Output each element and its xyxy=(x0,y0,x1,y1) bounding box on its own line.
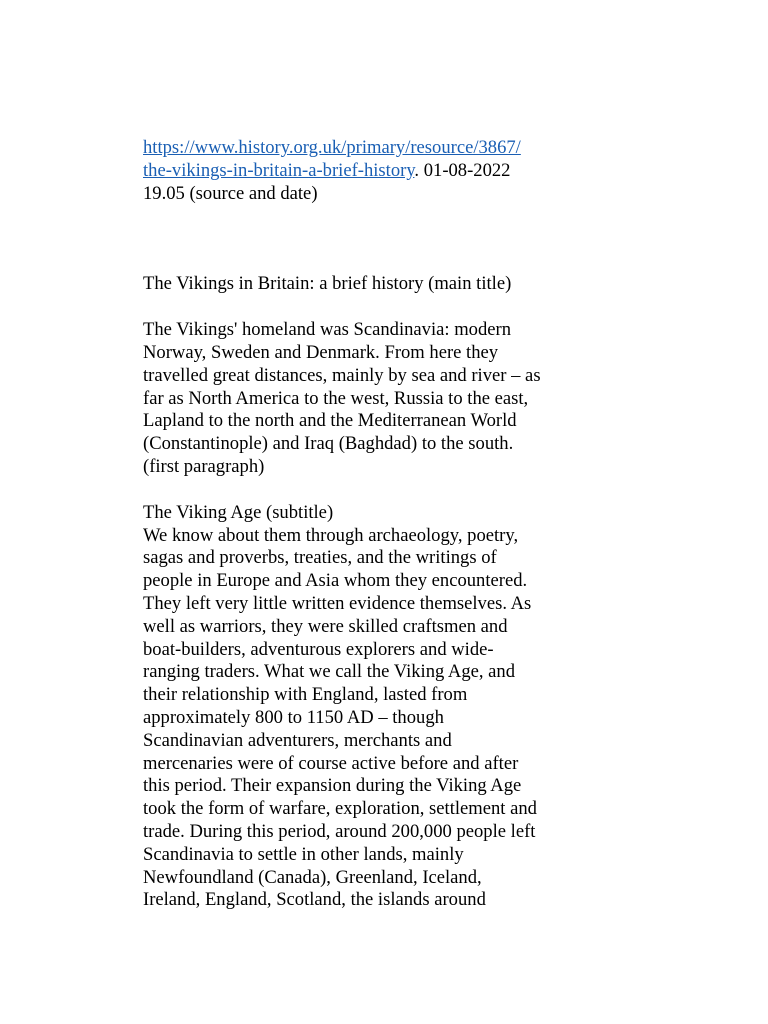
paragraph-line: trade. During this period, around 200,000 people left xyxy=(143,820,536,842)
source-link[interactable]: https://www.history.org.uk/primary/resource/3867/ xyxy=(143,137,521,158)
first-paragraph xyxy=(143,319,643,479)
paragraph-line: Scandinavia to settle in other lands, mainly xyxy=(143,843,464,865)
paragraph-line: (Constantinople) and Iraq (Baghdad) to the south. xyxy=(143,433,514,455)
paragraph-line: They left very little written evidence themselves. As xyxy=(143,592,532,614)
document-page xyxy=(143,137,643,912)
source-time-label: 19.05 (source and date) xyxy=(143,182,318,204)
main-title: The Vikings in Britain: a brief history (main title) xyxy=(143,273,512,295)
source-date: . 01-08-2022 xyxy=(414,159,511,181)
paragraph-line: We know about them through archaeology, poetry, xyxy=(143,524,519,546)
source-link-continued[interactable]: the-vikings-in-britain-a-brief-history xyxy=(143,159,415,181)
paragraph-line: Lapland to the north and the Mediterranean World xyxy=(143,410,517,432)
paragraph-line: far as North America to the west, Russia to the east, xyxy=(143,387,529,409)
paragraph-line: Newfoundland (Canada), Greenland, Iceland, xyxy=(143,866,482,888)
paragraph-line: people in Europe and Asia whom they encountered. xyxy=(143,570,528,592)
source-link-line-2-wrap xyxy=(143,160,643,183)
paragraph-line: approximately 800 to 1150 AD – though xyxy=(143,706,444,728)
source-citation xyxy=(143,137,643,205)
paragraph-line: their relationship with England, lasted from xyxy=(143,684,468,706)
spacer xyxy=(143,296,643,319)
paragraph-line: this period. Their expansion during the Viking Age xyxy=(143,775,522,797)
paragraph-line: sagas and proverbs, treaties, and the writings of xyxy=(143,547,497,569)
paragraph-line: Norway, Sweden and Denmark. From here they xyxy=(143,341,499,363)
second-paragraph xyxy=(143,525,643,913)
paragraph-line: The Vikings' homeland was Scandinavia: modern xyxy=(143,319,512,341)
paragraph-line: ranging traders. What we call the Viking Age, and xyxy=(143,661,516,683)
paragraph-line: well as warriors, they were skilled craftsmen and xyxy=(143,615,508,637)
paragraph-line: mercenaries were of course active before and after xyxy=(143,752,519,774)
subtitle: The Viking Age (subtitle) xyxy=(143,501,334,523)
spacer xyxy=(143,479,643,502)
paragraph-line: (first paragraph) xyxy=(143,455,265,477)
paragraph-line: took the form of warfare, exploration, settlement and xyxy=(143,798,537,820)
paragraph-line: Ireland, England, Scotland, the islands around xyxy=(143,889,486,911)
spacer xyxy=(143,205,643,273)
paragraph-line: boat-builders, adventurous explorers and wide- xyxy=(143,638,494,660)
paragraph-line: Scandinavian adventurers, merchants and xyxy=(143,729,452,751)
paragraph-line: travelled great distances, mainly by sea and river – as xyxy=(143,364,541,386)
source-link-line-1-wrap xyxy=(143,137,643,160)
